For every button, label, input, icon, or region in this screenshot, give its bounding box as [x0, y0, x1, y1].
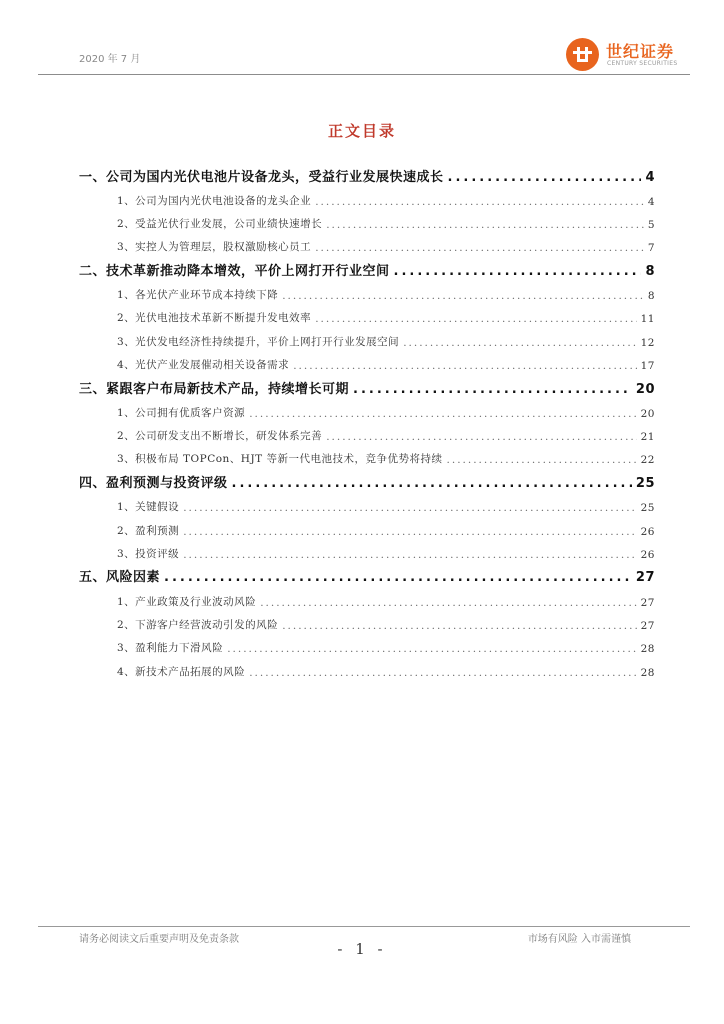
toc-section-page-number: 8: [645, 263, 655, 279]
table-of-contents: [79, 160, 655, 679]
dot-leader: [249, 408, 636, 420]
toc-entry[interactable]: [79, 325, 655, 348]
toc-entry[interactable]: [79, 609, 655, 632]
toc-entry-page-number: 28: [640, 666, 655, 679]
toc-section-label: 四、盈利预测与投资评级: [79, 475, 228, 491]
toc-entry-label: 3、积极布局 TOPCon、HJT 等新一代电池技术，竞争优势将持续: [117, 453, 443, 466]
dot-leader: [447, 454, 637, 466]
toc-entry-page-number: 17: [640, 360, 655, 373]
toc-entry[interactable]: [79, 231, 655, 254]
toc-entry[interactable]: [79, 397, 655, 420]
toc-entry-page-number: 27: [640, 596, 655, 609]
page-number: - 1 -: [337, 940, 387, 958]
dot-leader: [260, 597, 636, 609]
toc-entry-label: 2、公司研发支出不断增长，研发体系完善: [117, 430, 323, 443]
toc-title: 正文目录: [327, 122, 396, 140]
footer-disclaimer: 请务必阅读文后重要声明及免责条款: [79, 934, 239, 945]
toc-entry-label: 4、光伏产业发展催动相关设备需求: [117, 359, 290, 372]
toc-entry-page-number: 4: [647, 195, 655, 208]
dot-leader: [282, 620, 636, 632]
toc-entry[interactable]: [79, 208, 655, 231]
toc-entry-label: 2、受益光伏行业发展，公司业绩快速增长: [117, 218, 323, 231]
toc-entry-page-number: 8: [647, 290, 655, 303]
toc-section[interactable]: [79, 466, 655, 491]
toc-entry-label: 4、新技术产品拓展的风险: [117, 665, 246, 678]
toc-entry[interactable]: [79, 655, 655, 678]
dot-leader: [315, 313, 636, 325]
toc-entry[interactable]: [79, 443, 655, 466]
toc-section-label: 二、技术革新推动降本增效，平价上网打开行业空间: [79, 263, 390, 279]
toc-entry-label: 2、下游客户经营波动引发的风险: [117, 618, 279, 631]
toc-section-label: 一、公司为国内光伏电池片设备龙头，受益行业发展快速成长: [79, 169, 444, 185]
toc-entry[interactable]: [79, 420, 655, 443]
toc-entry-label: 1、公司拥有优质客户资源: [117, 406, 246, 419]
toc-entry-label: 3、盈利能力下滑风险: [117, 642, 224, 655]
toc-entry[interactable]: [79, 514, 655, 537]
dot-leader: [249, 667, 636, 679]
toc-section-page-number: 4: [645, 169, 655, 185]
toc-entry-page-number: 27: [640, 619, 655, 632]
dot-leader: [227, 643, 636, 655]
toc-entry-page-number: 20: [640, 407, 655, 420]
toc-entry[interactable]: [79, 302, 655, 325]
toc-entry-label: 1、公司为国内光伏电池设备的龙头企业: [117, 194, 312, 207]
toc-entry[interactable]: [79, 632, 655, 655]
toc-entry-label: 3、光伏发电经济性持续提升，平价上网打开行业发展空间: [117, 335, 400, 348]
toc-entry-page-number: 21: [640, 431, 655, 444]
toc-entry-label: 2、盈利预测: [117, 524, 180, 537]
toc-entry-label: 3、投资评级: [117, 547, 180, 560]
toc-entry-page-number: 26: [640, 548, 655, 561]
dot-leader: [394, 264, 642, 279]
toc-entry-label: 1、各光伏产业环节成本持续下降: [117, 289, 279, 302]
dot-leader: [315, 242, 644, 254]
toc-section-page-number: 25: [635, 475, 655, 491]
toc-entry-page-number: 12: [640, 336, 655, 349]
toc-section-page-number: 27: [635, 570, 655, 586]
toc-entry-page-number: 25: [640, 502, 655, 515]
dot-leader: [183, 549, 636, 561]
header-divider: [38, 74, 690, 75]
dot-leader: [183, 526, 636, 538]
dot-leader: [293, 360, 636, 372]
dot-leader: [403, 337, 636, 349]
logo-chinese-name: 世纪证券: [606, 42, 675, 61]
footer-divider: [38, 926, 690, 927]
dot-leader: [232, 476, 632, 491]
toc-entry-page-number: 22: [640, 454, 655, 467]
toc-section-label: 五、风险因素: [79, 570, 161, 586]
toc-entry[interactable]: [79, 538, 655, 561]
header-date: 2020 年 7 月: [79, 54, 141, 65]
toc-section[interactable]: [79, 160, 655, 185]
company-logo: [566, 38, 701, 72]
toc-entry-label: 2、光伏电池技术革新不断提升发电效率: [117, 312, 312, 325]
dot-leader: [315, 196, 644, 208]
footer-risk-warning: 市场有风险 入市需谨慎: [527, 934, 631, 945]
toc-section-label: 三、紧跟客户布局新技术产品，持续增长可期: [79, 381, 350, 397]
century-securities-logo-icon: [566, 38, 599, 71]
dot-leader: [448, 170, 642, 185]
toc-section[interactable]: [79, 372, 655, 397]
toc-entry-label: 1、产业政策及行业波动风险: [117, 595, 257, 608]
toc-entry-label: 3、实控人为管理层，股权激励核心员工: [117, 241, 312, 254]
toc-entry[interactable]: [79, 279, 655, 302]
toc-entry-page-number: 28: [640, 643, 655, 656]
dot-leader: [353, 382, 632, 397]
toc-entry[interactable]: [79, 585, 655, 608]
toc-section-page-number: 20: [635, 381, 655, 397]
toc-entry-page-number: 5: [647, 219, 655, 232]
toc-entry-label: 1、关键假设: [117, 501, 180, 514]
toc-entry[interactable]: [79, 349, 655, 372]
toc-entry-page-number: 26: [640, 525, 655, 538]
toc-entry[interactable]: [79, 185, 655, 208]
toc-entry-page-number: 7: [647, 242, 655, 255]
logo-english-name: CENTURY SECURITIES: [607, 60, 678, 67]
toc-section[interactable]: [79, 561, 655, 586]
dot-leader: [183, 502, 636, 514]
toc-entry[interactable]: [79, 491, 655, 514]
toc-entry-page-number: 11: [640, 313, 655, 326]
dot-leader: [326, 219, 644, 231]
dot-leader: [326, 431, 636, 443]
dot-leader: [164, 570, 632, 585]
toc-section[interactable]: [79, 254, 655, 279]
dot-leader: [282, 290, 644, 302]
